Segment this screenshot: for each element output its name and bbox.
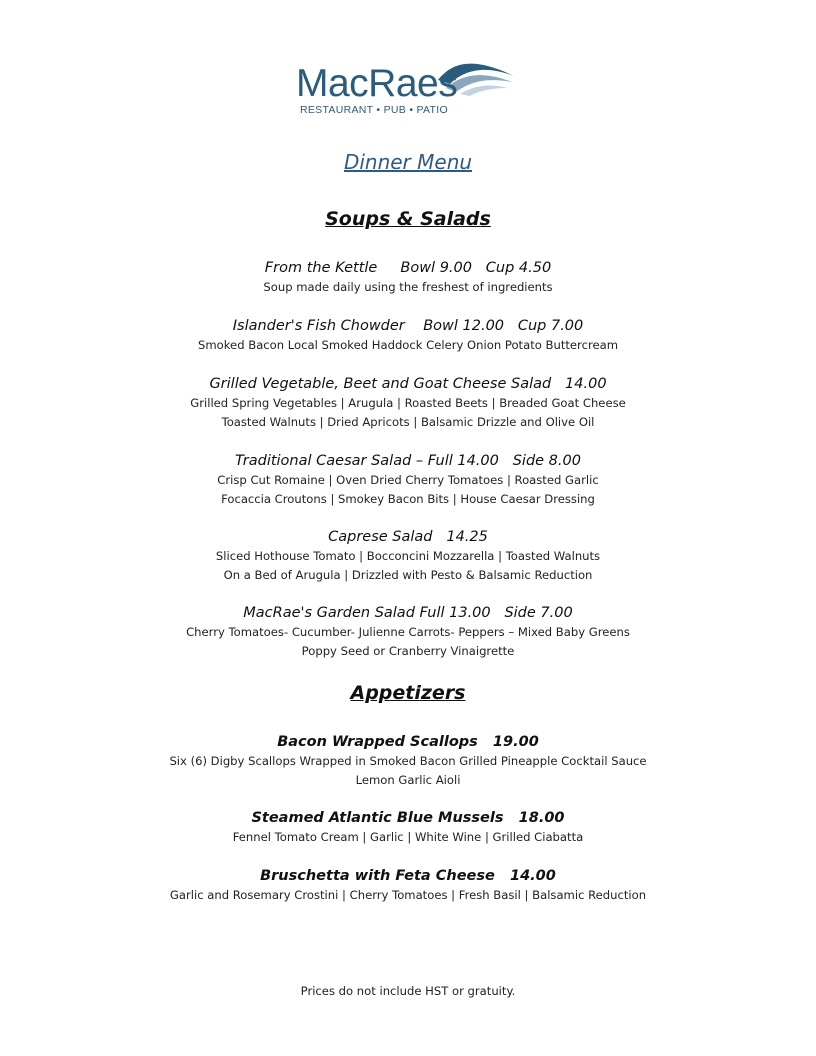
item-description: Cherry Tomatoes- Cucumber- Julienne Carrots- Peppers – Mixed Baby Greens xyxy=(186,625,630,639)
item-description: Fennel Tomato Cream | Garlic | White Wine | Grilled Ciabatta xyxy=(232,830,584,844)
restaurant-logo xyxy=(296,58,526,122)
item-title: Steamed Atlantic Blue Mussels 18.00 xyxy=(251,810,565,826)
logo-name: MacRaes xyxy=(296,62,458,105)
menu-item xyxy=(0,527,816,584)
menu-item xyxy=(0,866,816,905)
item-description: Poppy Seed or Cranberry Vinaigrette xyxy=(301,643,515,658)
item-description: On a Bed of Arugula | Drizzled with Pesto & Balsamic Reduction xyxy=(223,567,593,582)
item-description: Smoked Bacon Local Smoked Haddock Celery Onion Potato Buttercream xyxy=(198,338,618,352)
menu-item xyxy=(0,258,816,297)
item-title: From the Kettle Bowl 9.00 Cup 4.50 xyxy=(264,260,552,276)
section-title-appetizers: Appetizers xyxy=(350,682,466,704)
item-description: Garlic and Rosemary Crostini | Cherry Tomatoes | Fresh Basil | Balsamic Reduction xyxy=(169,888,647,902)
section-title-soups-salads: Soups & Salads xyxy=(325,208,491,230)
item-description: Sliced Hothouse Tomato | Bocconcini Mozzarella | Toasted Walnuts xyxy=(215,549,601,563)
footer-note: Prices do not include HST or gratuity. xyxy=(300,984,516,998)
item-title: MacRae's Garden Salad Full 13.00 Side 7.00 xyxy=(243,605,573,621)
item-description: Grilled Spring Vegetables | Arugula | Roasted Beets | Breaded Goat Cheese xyxy=(190,396,626,410)
item-title: Caprese Salad 14.25 xyxy=(328,529,488,545)
menu-item xyxy=(0,451,816,508)
item-description: Six (6) Digby Scallops Wrapped in Smoked Bacon Grilled Pineapple Cocktail Sauce xyxy=(169,754,647,768)
item-description: Focaccia Croutons | Smokey Bacon Bits | House Caesar Dressing xyxy=(221,491,595,506)
item-description: Crisp Cut Romaine | Oven Dried Cherry Tomatoes | Roasted Garlic xyxy=(217,473,599,487)
item-title: Traditional Caesar Salad – Full 14.00 Side 8.00 xyxy=(235,453,581,469)
item-title: Grilled Vegetable, Beet and Goat Cheese Salad 14.00 xyxy=(209,376,607,392)
item-title: Bacon Wrapped Scallops 19.00 xyxy=(277,734,539,750)
item-description: Lemon Garlic Aioli xyxy=(355,772,461,787)
item-title: Islander's Fish Chowder Bowl 12.00 Cup 7.00 xyxy=(232,318,584,334)
item-title: Bruschetta with Feta Cheese 14.00 xyxy=(260,868,556,884)
menu-title: Dinner Menu xyxy=(343,150,473,174)
menu-item xyxy=(0,808,816,847)
item-description: Toasted Walnuts | Dried Apricots | Balsamic Drizzle and Olive Oil xyxy=(221,414,595,429)
menu-item xyxy=(0,374,816,431)
menu-item xyxy=(0,316,816,355)
logo-tagline: RESTAURANT • PUB • PATIO xyxy=(300,104,448,116)
menu-item xyxy=(0,732,816,789)
menu-item xyxy=(0,603,816,660)
item-description: Soup made daily using the freshest of ingredients xyxy=(263,280,553,294)
